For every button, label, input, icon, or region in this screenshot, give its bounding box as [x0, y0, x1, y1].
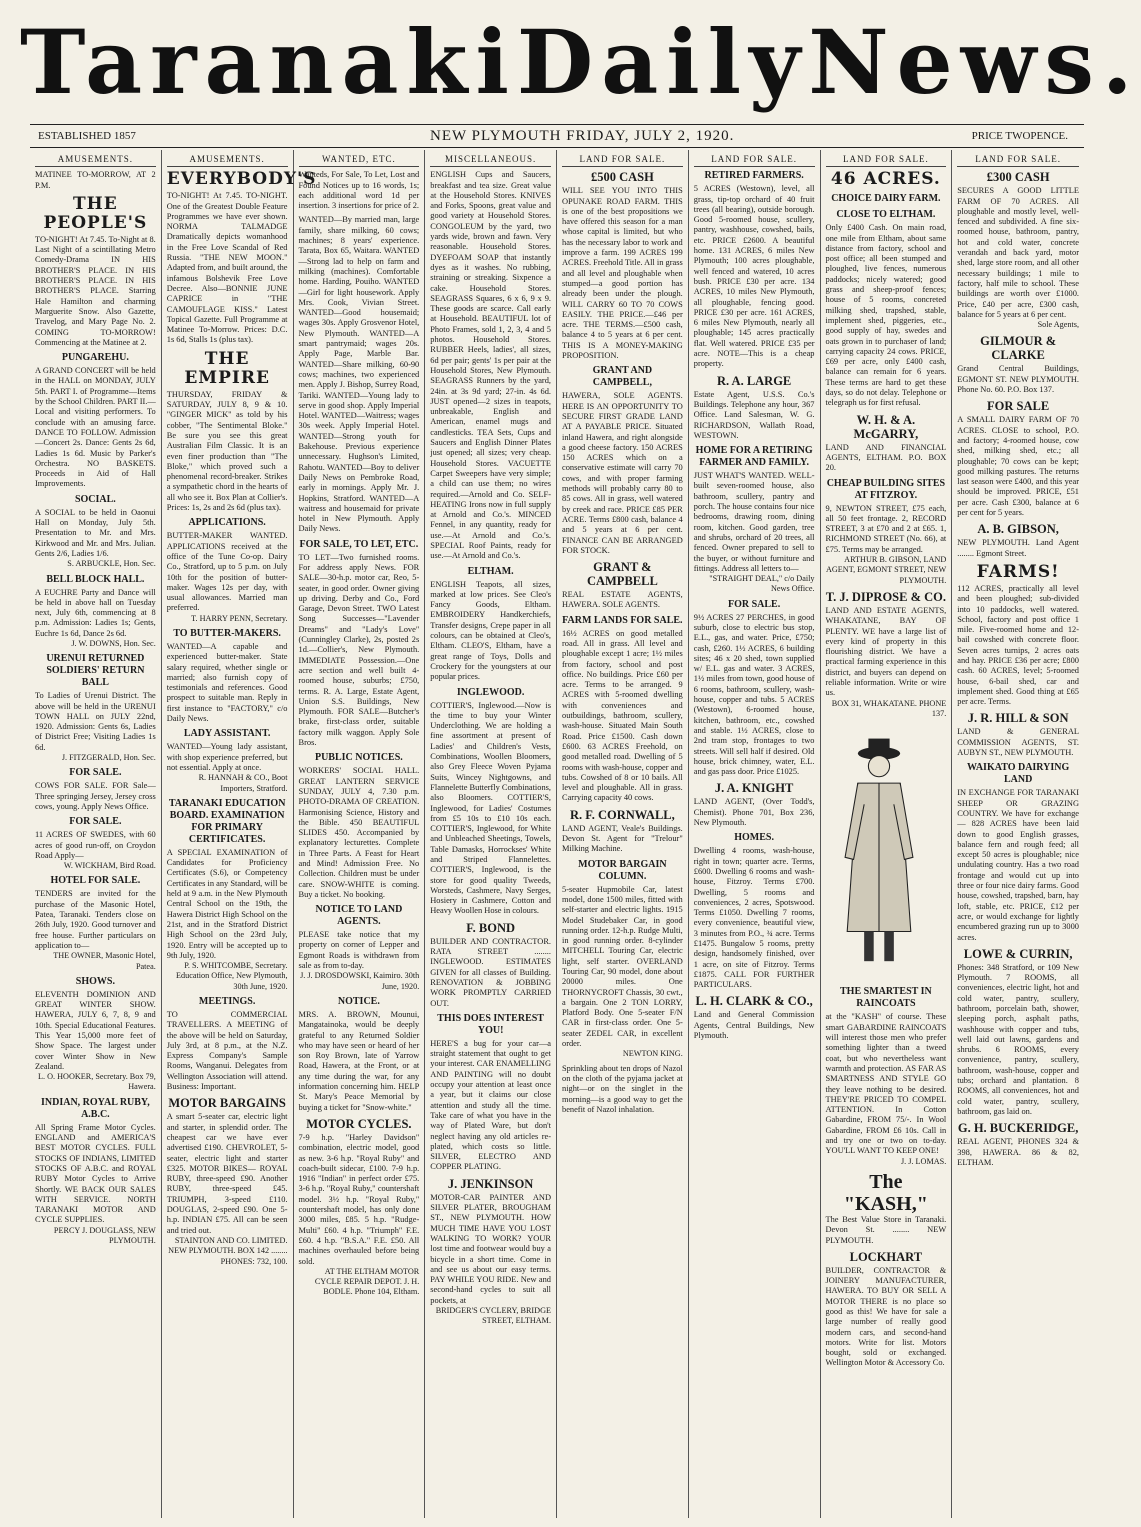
ad-heading: THIS DOES INTEREST YOU! [437, 1012, 544, 1036]
ad-body-text: 9, NEWTON STREET, £75 each, all 50 feet frontage. 2, RECORD STREET, 3 at £70 and 2 at £65. 1, RICHMOND STREET (No. 66), at £75. Terms may be arranged. [825, 503, 947, 554]
ad-heading: GRANT & CAMPBELL [586, 560, 658, 589]
ad-heading: THE SMARTEST IN RAINCOATS [840, 986, 932, 1010]
ad-signature: P. S. WHITCOMBE, Secretary. Education Office, New Plymouth, 30th June, 1920. [176, 961, 288, 991]
advertisement [562, 859, 683, 1060]
ad-heading: G. H. BUCKERIDGE, [957, 1121, 1079, 1136]
advertisement [957, 762, 1079, 942]
advertisement [957, 711, 1079, 758]
ad-signature: W. WICKHAM, Bird Road. [63, 861, 156, 871]
ad-heading: NOTICE. [337, 995, 380, 1007]
ad-heading: LOWE & CURRIN, [963, 946, 1073, 961]
ad-body-text: Estate Agent, U.S.S. Co.'s Buildings. Telephone any hour, 367 Office. Land Salesman, W. G. RICHARDSON, Wallath Road, WESTOWN. [693, 389, 815, 440]
advertisement [167, 1096, 288, 1266]
advertisement [957, 563, 1079, 708]
ad-body-text: TO-NIGHT! At 7.45. To-Night at 8. Last Night of a scintillating Metro Comedy-Drama IN HIS BROTHER'S PLACE. IN HIS BROTHER'S PLACE. IN HIS BROTHER'S PLACE. Starring Hale Hamilton and charming Marguerite Snow. Also Gazette, Travelog, and Mary Page No. 2. COMING TO-MORROW! Commencing at the Matinee at 2. [35, 234, 156, 347]
column-4 [425, 150, 557, 1518]
ad-heading: SHOWS. [75, 975, 115, 987]
masthead [0, 0, 1141, 122]
ad-signature: THE OWNER, Masonic Hotel, Patea. [53, 951, 156, 971]
column-3 [294, 150, 426, 1518]
ad-body-text: JUST WHAT'S WANTED. WELL-built seven-roomed house, also bathroom, scullery, pantry and porch. The house contains four nice bedrooms, drawing room, dining room, kitchen. Good garden, tree and shrubs, orchard of 20 trees, all fenced. Owner prepared to sell to the buyer, or without furniture and fittings. Address all letters to— [693, 471, 815, 573]
ad-heading: R. A. LARGE [716, 373, 792, 388]
ad-signature: T. HARRY PENN, Secretary. [191, 613, 288, 623]
ad-body-text: IN EXCHANGE FOR TARANAKI SHEEP OR GRAZING COUNTRY. We have for exchange— 828 ACRES have been laid down to good English grasses, balance fern and rough feed; all except 50 acres is ploughable; nice undulating country. Has a two road frontage and would cut up into three or four nice dairy farms. Good house, cowshed, trapshed, barn, hay loft, stable, etc. PRICE, £12 per acre, or would exchange for lightly encumbered grazing run up to 3000 acres. [957, 788, 1079, 942]
ad-body-text: A SOCIAL to be held in Oaonui Hall on Monday, July 5th. Presentation to Mr. and Mrs. Kirkwood and Mr. and Mrs. Julian. Gents 2/6, Ladies 1/6. [35, 507, 156, 558]
masthead-rule [30, 124, 1084, 125]
ad-heading: J. R. HILL & SON [967, 711, 1069, 726]
ad-heading: ELTHAM. [467, 565, 514, 577]
ad-body-text: WANTED—By married man, large family, share milking, 60 cows; machines; 8 years' experience. Tarata, Box 65, Waitara. WANTED—Strong lad to help on farm and milking (machines). Comfortable home. Harding, Pouiho. WANTED—Girl for light housework. Apply Mrs. Cook, Vivian Street. WANTED—Good housemaid; wages 30s. Apply Grosvenor Hotel, New Plymouth. WANTED—A smart pantrymaid; wages 20s. Apply Page, Marble Bar. WANTED—Share milking, 60-90 cows; machines, two experienced men. Apply J. Bishop, Surrey Road, Tariki. WANTED—Young lady to serve in good shop. Apply Imperial Hotel. WANTED—Waitress; wages 30s week. Apply Imperial Hotel. WANTED—Strong youth for Bakehouse. Previous experience unnecessary. Hughson's Limited, Rahotu. WANTED—Boy to deliver Daily News on Pembroke Road, early in mornings. Apply Mr. J. Hopkins, Stratford. WANTED—A waitress and housemaid for private hotel in New Plymouth. Apply Daily News. [298, 215, 420, 534]
ad-heading: LOCKHART [849, 1249, 923, 1264]
ad-body-text: WORKERS' SOCIAL HALL. GREAT LANTERN SERVICE SUNDAY, JULY 4, 7.30 p.m. PHOTO-DRAMA OF CREATION. Harmonising Science, History and the Bible. 450 BEAUTIFUL SLIDES 450. Accompanied by explanatory lecturettes. Complete in Three Parts. A Feast for Heart and Mind! Admission Free. No Collection. Children must be under care. SNOW-WHITE is coming. Buy a ticket. No booking. [298, 766, 420, 899]
ad-signature: "STRAIGHT DEAL," c/o Daily News Office. [709, 574, 815, 594]
title-word-2: Daily [516, 10, 809, 114]
ad-heading: BELL BLOCK HALL. [46, 573, 145, 585]
ad-heading: F. BOND [466, 920, 516, 935]
ad-heading: CLOSE TO ELTHAM. [836, 209, 936, 221]
ad-body-text: HERE'S a bug for your car—a straight statement that ought to get your interest. CAR ENAMELLING AND PAINTING will no doubt occupy your attention at least once a year, but it claims our close attention and study all the time. Take care of what you have in the way of Plated Ware, but don't neglect having any old articles re-plated, which costs so little. SILVER, ELECTRO AND COPPER PLATING. [430, 1038, 551, 1172]
ad-body-text: 5 ACRES (Westown), level, all grass, tip-top orchard of 40 fruit trees (all bearing), outside borough. Good 5-roomed house, scullery, pantry, washhouse, cowshed, bails, etc. PRICE £2600. A beautiful home. 131 ACRES, 6 miles New Plymouth; 100 acres ploughable, well fenced and watered, 10 acres bush. PRICE £30 per acre. 134 ACRES, 10 miles New Plymouth, all ploughable, fencing good. PRICE £30 per acre. 161 ACRES, 6 miles New Plymouth, nearly all ploughable; 145 acres practically flat. Well watered. PRICE £35 per acre. NOTE—This is a cheap property. [693, 184, 815, 369]
ad-body-text: TO COMMERCIAL TRAVELLERS. A MEETING of the above will be held on Saturday, July 3rd, at 8 p.m., at the N.Z. Express Company's Sample Rooms, Wanganui. Delegates from Wellington Association will attend. Business: Important. [166, 1010, 288, 1092]
advertisement [299, 539, 420, 749]
column-5 [557, 150, 689, 1518]
ad-heading: J. JENKINSON [447, 1176, 534, 1191]
ad-body-text: MATINEE TO-MORROW, AT 2 P.M. [35, 170, 156, 190]
advertisement [167, 798, 288, 992]
ad-body-text: BUILDER AND CONTRACTOR. RATA STREET ........ INGLEWOOD. ESTIMATES GIVEN for all classes of Building. RENOVATION & JOBBING WORK PROMPTLY CARRIED OUT. [430, 936, 551, 1008]
ad-heading: MOTOR BARGAIN COLUMN. [578, 858, 667, 882]
ad-heading: FARM LANDS FOR SALE. [562, 614, 683, 626]
advertisement [562, 808, 683, 855]
ad-body-text: PLEASE take notice that my property on corner of Lepper and Egmont Roads is withdrawn from sale as from to-day. [298, 930, 420, 971]
ad-signature: ARTHUR B. GIBSON, LAND AGENT, EGMONT STREET, NEW PLYMOUTH. [825, 555, 947, 585]
ad-signature: BRIDGER'S CYCLERY, BRIDGE STREET, ELTHAM. [435, 1305, 551, 1326]
ad-signature: STAINTON AND CO. LIMITED. NEW PLYMOUTH. BOX 142 ........ PHONES: 732, 100. [168, 1235, 288, 1266]
ad-signature: J. W. DOWNS, Hon. Sec. [71, 638, 156, 648]
column-header: AMUSEMENTS. [35, 154, 156, 167]
ad-body-text: 112 ACRES, practically all level and been ploughed; sub-divided into 10 paddocks, well watered. School, factory and post office 1 mile. Five-roomed home and 12-bail cowshed with concrete floor. Seven acres turnips, 2 acres oats and hay. PRICE £36 per acre; £800 cash. 60 ACRES, level; 5-roomed house, 6-bail shed, car and implement shed. Good thing at £65 per acre. Terms. [957, 583, 1079, 707]
ad-heading: R. F. CORNWALL, [569, 807, 675, 822]
advertisement [826, 986, 947, 1166]
ad-heading: APPLICATIONS. [188, 517, 266, 529]
advertisement [430, 1177, 551, 1327]
ad-heading: INGLEWOOD. [456, 686, 525, 698]
advertisement [299, 1117, 420, 1298]
ad-body-text: A GRAND CONCERT will be held in the HALL on MONDAY, JULY 5th. PART I. of Programme—Items by the School Children. PART II.—Local and visiting performers. To conclude with an amusing farce. DANCE TO FOLLOW. Admission—Concert 2s. Dance: Gents 2s 6d, Ladies 1s 6d. Music by Parker's Orchestra. NO BASKETS. Proceeds in Aid of Hall Improvements. [35, 366, 156, 489]
ad-body-text: ENGLISH Teapots, all sizes, marked at low prices. See Cleo's Fancy Goods, Eltham. EMBROIDERY Handkerchiefs, Transfer designs, Crepe paper in all colours, can be obtained at Cleo's, Eltham. CLEO'S, Eltham, have a great range of Toys, Dolls and Crockery for the youngsters at our popular prices. [430, 579, 551, 682]
advertisement [35, 574, 156, 650]
ad-heading: CHOICE DAIRY FARM. [831, 193, 941, 205]
advertisement [299, 170, 420, 211]
column-header: LAND FOR SALE. [562, 154, 683, 167]
ad-signature: PERCY J. DOUGLASS, NEW PLYMOUTH. [53, 1225, 156, 1246]
advertisement [826, 193, 947, 205]
ad-signature: AT THE ELTHAM MOTOR CYCLE REPAIR DEPOT. J. H. BODLE. Phone 104, Eltham. [314, 1266, 420, 1297]
advertisement [562, 615, 683, 804]
ad-body-text: ENGLISH Cups and Saucers, breakfast and tea size. Great value at the Household Stores. KNIVES and Forks, Spoons, great value and good variety at Household Stores. CONGOLEUM by the yard, two yards wide, brown and fawn. Very reasonable. Household Stores. DYEFOAM SOAP that instantly dyes as it washes. No rubbing, straining or streaking. Sixpence a cake. Household Stores. SEAGRASS Squares, 6 x 6, 9 x 9. These goods are scarce. Call early at Household. BEAUTIFUL lot of Photo Frames, sold 1, 2, 3, 4 and 5 photos. Household Stores. RUBBER Heels, ladies', all sizes, 6d per pair; gents' 1s per pair at the Household Stores, New Plymouth. SEAGRASS Runners by the yard, 24in. at 3s 9d yard; 27-in. 4s 6d. JUST opened—2 sizes in teapots, unbreakable, English and American, enamel mugs and candlesticks. TEA Sets, Cups and Saucers and English Dinner Plates just opened; all sizes; very cheap. Household Stores. VACUETTE Carpet Sweepers have very simple; a child can use them; no wires required.—Arnold and Co. SELF-HEATING Irons now in full supply at Arnold and Co.'s. MINCED Fennel, in any quantity, ready for use.—At Arnold and Co.'s. SPECIAL Roof Paints, ready for use.—At Arnold and Co.'s. [430, 170, 551, 561]
ad-heading: A. B. GIBSON, [977, 522, 1059, 537]
advertisement [957, 399, 1079, 518]
ad-heading: NOTICE TO LAND AGENTS. [315, 904, 403, 928]
ad-signature: J. J. LOMAS. [900, 1156, 947, 1166]
ad-body-text: To Ladies of Urenui District. The above will be held in the URENUI TOWN HALL on JULY 22nd, 1920. Admission: Gents 6s, Ladies of District Free; Visiting Ladies 1s 6d. [35, 691, 156, 752]
raincoat-man-illustration [826, 727, 932, 977]
ad-heading: URENUI RETURNED SOLDIERS' RETURN BALL [46, 653, 145, 689]
advertisement [826, 590, 947, 719]
ad-heading: GILMOUR & CLARKE [980, 334, 1057, 363]
advertisement [299, 215, 420, 534]
ad-heading: THE EMPIRE [184, 348, 270, 388]
ad-heading: WAIKATO DAIRYING LAND [966, 762, 1070, 786]
advertisement [430, 170, 551, 561]
ad-body-text: 11 ACRES OF SWEDES, with 60 acres of good run-off, on Croydon Road Apply— [35, 830, 156, 860]
ad-heading: MEETINGS. [198, 996, 256, 1007]
advertisement [299, 904, 420, 992]
ad-body-text: A smart 5-seater car, electric light and starter, in splendid order. The cheapest car we have ever advertised £190. CHEVROLET, 5-seater, electric light and starter £325. MOTOR BIKES— ROYAL RUBY, three-speed £90. Another RUBY, three-speed £45. TRIUMPH, 3-speed £110. DOUGLAS, 2-speed £90. One 5-h.p. INDIAN £75. All can be seen and tried out. [166, 1112, 288, 1235]
advertisement [35, 875, 156, 971]
ad-body-text: THURSDAY, FRIDAY & SATURDAY, JULY 8, 9 & 10. "GINGER MICK" as told by his cobber, "The Sentimental Bloke." Be sure you see this great Australian Film Classic. It is an even finer production than "The Bloke," which proved such a phenomenal record-breaker. Strikes a sympathetic chord in the hearts of all who see it. Box Plan at Collier's. Prices: 1s, 2s and 2s 6d (plus tax). [166, 389, 288, 513]
advertisement [35, 352, 156, 490]
advertisement [167, 996, 288, 1092]
dateline-bar [30, 128, 1084, 146]
ad-body-text: The Best Value Store in Taranaki. Devon St. ........ NEW PLYMOUTH. [825, 1214, 947, 1245]
ad-body-text: Wanteds, For Sale, To Let, Lost and Found Notices up to 16 words, 1s; each additional word 1d per insertion. 3 insertions for price of 2. [298, 170, 420, 211]
ad-heading: MOTOR CYCLES. [306, 1116, 412, 1131]
ad-heading: INDIAN, ROYAL RUBY, A.B.C. [41, 1096, 150, 1120]
ad-heading: HOTEL FOR SALE. [50, 875, 141, 887]
ad-body-text: LAND AGENT, (Over Todd's, Chemist). Phone 701, Box 236, New Plymouth. [693, 797, 815, 828]
dateline-rule [30, 147, 1084, 148]
ad-heading: W. H. & A. McGARRY, [853, 412, 919, 441]
ad-heading: £300 CASH [986, 170, 1050, 185]
ad-heading: FOR SALE, TO LET, ETC. [299, 538, 419, 550]
ad-heading: PUNGAREHU. [61, 352, 129, 364]
advertisement [694, 170, 815, 369]
advertisement [430, 1013, 551, 1173]
price-label: PRICE TWOPENCE. [971, 130, 1068, 142]
ad-heading: MOTOR BARGAINS [168, 1096, 286, 1111]
advertisement [826, 413, 947, 474]
column-header: WANTED, ETC. [299, 154, 420, 167]
advertisement [957, 522, 1079, 559]
advertisement [430, 921, 551, 1009]
advertisement [35, 816, 156, 871]
ad-body-text: TENDERS are invited for the purchase of the Masonic Hotel, Patea, Taranaki. Tenders close on 26th July, 1920. Good turnover and free house. Further particulars on application to— [35, 889, 156, 950]
advertisement [562, 1064, 683, 1115]
ad-heading: FOR SALE. [728, 598, 781, 610]
ad-heading: FARMS! [976, 561, 1060, 582]
ad-heading: THE PEOPLE'S [43, 193, 148, 233]
column-7 [821, 150, 953, 1518]
issue-date: NEW PLYMOUTH FRIDAY, JULY 2, 1920. [430, 128, 735, 144]
advertisement [957, 170, 1079, 330]
ad-body-text: Only £400 Cash. On main road, one mile from Eltham, about same distance from factory, school and post office; all been stumped and ploughed, live fences, numerous paddocks; nicely watered; good grass and sheep-proof fences; house of 5 rooms, concreted milking shed, trapshed, stable, implement shed, piggeries, etc., good supply of hay, swedes and oats grown in to purchaser of land; carrying capacity 24 cows. PRICE, £69 per acre, only £400 cash, balance can remain for 6 years. These terms are hard to get these days, so do not delay. Telephone or telegraph us for first refusal. [825, 223, 947, 408]
ad-heading: FOR SALE. [69, 816, 122, 828]
columns-container [30, 150, 1084, 1518]
advertisement [694, 445, 815, 595]
advertisement [957, 1121, 1079, 1168]
ad-body-text: WANTED—Young lady assistant, with shop experience preferred, but not essential. Apply at once. [166, 742, 288, 772]
ad-body-text: 16½ ACRES on good metalled road. All in grass. All level and ploughable except 1 acre; 1½ miles from factory, school and post office. No buildings. Price £60 per acre. Terms to be arranged. 9 ACRES with 5-roomed dwelling with conveniences and outbuildings, bathroom, scullery, wash-house. Situated Main South Road. Price £1500. Cash down £600. 63 ACRES Freehold, on good metalled road. Dwelling of 5 rooms with wash-house, copper and tubs. Cowshed of 8 or 10 bails. All level and ploughable. All in grass. Carrying capacity 40 cows. [562, 628, 683, 803]
advertisement [35, 170, 156, 191]
advertisement [35, 653, 156, 763]
ad-signature: J. FITZGERALD, Hon. Sec. [61, 753, 156, 763]
ad-body-text: HAWERA, SOLE AGENTS. HERE IS AN OPPORTUNITY TO SECURE FIRST GRADE LAND AT A PAYABLE PRICE. Situated inland Hawera, and right alongside a good cheese factory. 150 ACRES 150 ACRES which on a conservative estimate will carry 70 cows, and with proper farming methods will probably carry 80 to 85 cows. All in grass, well watered by creek and race. PRICE £85 PER ACRE. Terms £800 cash, balance 4 and 5 years at 6 per cent. FINANCE CAN BE ARRANGED FOR STOCK. [562, 391, 683, 555]
column-6 [689, 150, 821, 1518]
ad-signature: BOX 31, WHAKATANE. PHONE 137. [831, 698, 947, 718]
ad-heading: £500 CASH [590, 170, 654, 185]
advertisement [826, 478, 947, 586]
advertisement [167, 628, 288, 724]
ad-body-text: Land and General Commission Agents, Central Buildings, New Plymouth. [693, 1010, 815, 1041]
advertisement [430, 566, 551, 683]
column-1 [30, 150, 162, 1518]
column-2 [162, 150, 317, 1518]
advertisement [562, 560, 683, 611]
ad-heading: FOR SALE [987, 399, 1050, 414]
ad-heading: TO BUTTER-MAKERS. [173, 627, 281, 639]
ad-body-text: REAL AGENT, PHONES 324 & 398, HAWERA. 86 & 82, ELTHAM. [957, 1137, 1079, 1167]
advertisement [166, 169, 317, 345]
advertisement [694, 599, 815, 778]
advertisement [430, 687, 551, 917]
ad-signature: S. ARBUCKLE, Hon. Sec. [67, 559, 156, 569]
ad-body-text: LAND AND FINANCIAL AGENTS, ELTHAM. P.O. BOX 20. [825, 442, 947, 473]
advertisement [826, 1250, 947, 1369]
advertisement [35, 1097, 156, 1247]
advertisement [694, 832, 815, 990]
advertisement [167, 350, 288, 514]
advertisement [694, 994, 815, 1041]
column-header: LAND FOR SALE. [826, 154, 947, 167]
ad-body-text: Sprinkling about ten drops of Nazol on the cloth of the pyjama jacket at night—or on the singlet in the morning—is a good way to get the benefit of Nazol inhalation. [562, 1063, 683, 1114]
advertisement [562, 170, 683, 361]
ad-body-text: 9½ ACRES 27 PERCHES, in good suburb, close to electric bus stop, E.L., gas, and water. Price, £750; cash, £260. 1½ ACRES, 6 building sites; 46 x 20 shed, town supplied w/ E.L. gas and water. 3 ACRES, 1½ miles from town, good house of 6 rooms, bathroom, scullery, wash-house, copper and tubs. 5 ACRES (Westown), 6-roomed house, kitchen, bathroom, etc., cowshed and stable. 1½ ACRES, close to 2nd tram stop, frontages to two streets. Will sell half if desired. Old house, brick chimney, water, E.L. and gas pass door. Price £1025. [693, 612, 815, 777]
advertisement [167, 728, 288, 793]
ad-body-text: 5-seater Hupmobile Car, latest model, done 1500 miles, fitted with self-starter and electric lights. 1915 Model Studebaker Car, in good running order. 12-h.p. Rudge Multi, in good running order. 8-cylinder MITCHELL Touring Car, electric light, self starter. OVERLAND Touring Car, 90 model, done about 20000 miles. One THORNYCROFT Chassis, 30 cwt., a bargain. One 2 TON LORRY, Platford Body. One 5-seater F/N CAR in first-class order. One 5-seater ZEDEL CAR, in excellent order. [562, 884, 683, 1049]
ad-body-text: REAL ESTATE AGENTS, HAWERA. SOLE AGENTS. [562, 590, 683, 610]
advertisement [562, 365, 683, 556]
ad-heading: GRANT AND CAMPBELL, [592, 365, 653, 389]
ad-body-text: COWS FOR SALE. FOR Sale—Three springing Jersey, Jersey cross cows, young. Apply News Office. [35, 781, 156, 811]
advertisement [957, 334, 1079, 395]
ad-body-text: Grand Central Buildings, EGMONT ST. NEW PLYMOUTH. Phone No. 60. P.O. Box 137. [957, 364, 1079, 395]
advertisement [35, 767, 156, 812]
ad-heading: PUBLIC NOTICES. [314, 752, 403, 764]
ad-heading: FOR SALE. [69, 767, 122, 779]
advertisement [694, 781, 815, 828]
ad-heading: HOME FOR A RETIRING FARMER AND FAMILY. [695, 445, 813, 469]
title-word-1: Taranaki [20, 10, 517, 114]
ad-body-text: at the "KASH" of course. These smart GABARDINE RAINCOATS will interest those men who prefer something lighter than a tweed coat, but who nevertheless want warmth and protection. AS FAR AS SMARTNESS AND STYLE GO they leave nothing to be desired. THEY'RE PRICED TO COMPEL ATTENTION. In Cotton Gabardine, FROM 75/-. In Wool Gabardine, FROM £6 10s. Call in and try one or two on to-day. YOU'LL WANT TO KEEP ONE! [825, 1012, 947, 1156]
ad-body-text: Phones: 348 Stratford, or 109 New Plymouth. 7 ROOMS, all conveniences, electric light, hot and cold water, pantry, scullery, bathroom, porcelain bath, shower, sleeping porch, asphalt paths, washhouse with copper and tubs, well laid out lawns, gardens and shrubs. 6 ROOMS, every convenience, pantry, scullery, bathroom, wash-house, copper and tubs; orchard and plantation. 8 ROOMS, all conveniences, hot and cold water, pantry, scullery, bathroom, gas laid on. [957, 962, 1079, 1116]
ad-heading: CHEAP BUILDING SITES AT FITZROY. [826, 477, 946, 501]
title-word-3: News. [808, 10, 1141, 114]
ad-body-text: BUTTER-MAKER WANTED. APPLICATIONS received at the office of the Tune Co-op. Dairy Co., Stratford, up to 5 p.m. on July 10th for the position of butter-maker. Wages 12s per day, with usual allowances. Married man preferred. [166, 531, 288, 613]
ad-body-text: 7-9 h.p. "Harley Davidson" combination, electric model, good as new. 3-6 h.p. "Royal Ruby" and coach-built sidecar, £100. 7-9 h.p. 1916 "Indian" in perfect order £75. 3-6 h.p. "Royal Ruby," countershaft model. 3½ h.p. "Royal Ruby," countershaft model, has only done 3000 miles, £85. 5 h.p. "Rudge-Multi" £60. 4 h.p. "Triumph" F.E. £60. 4 h.p. "B.S.A." F.E. £50. All machines overhauled before being sold. [298, 1132, 420, 1266]
column-header: AMUSEMENTS. [167, 154, 288, 167]
ad-body-text: TO LET—Two furnished rooms. For address apply News. FOR SALE—30-h.p. motor car, Reo, 5-seater, in good order. Owner giving up driving. Derby and Co., Ford Garage, Devon Street. TWO Latest Song Successes—"Lavender Dreams" and "Lady's Love" (Cunningley Clarke), 2s, posted 2s 1d.—Collier's, New Plymouth. IMMEDIATE Possession.—One acre section and well built 4-roomed house, suburbs; £750, terms. R. A. Large, Estate Agent, Union S.S. Buildings, New Plymouth. FOR SALE—Butcher's brake, first-class order, suitable factory milk waggon. Apply Sole Bros. [298, 552, 420, 748]
advertisement [167, 517, 288, 624]
ad-heading: J. A. KNIGHT [714, 781, 794, 796]
ad-body-text: Dwelling 4 rooms, wash-house, right in town; quarter acre. Terms, £600. Dwelling 6 rooms and wash-house, Fitzroy. Terms £700. Dwelling, 5 rooms and conveniences, 2 acres, Spotswood. Terms £1050. Dwelling 7 rooms, every convenience, beautiful view, 3 minutes from P.O., ¾ acre. Terms £1475. Bungalow 5 rooms, pretty design, handsomely finished, over 1 acre, on site of Fitzroy. Terms £1875. CALL FOR FURTHER PARTICULARS. [693, 846, 815, 990]
ad-body-text: A EUCHRE Party and Dance will be held in above hall on Tuesday next, July 6th, commencing at 8 p.m. Admission: Ladies 1s; Gents, Euchre 1s 6d, Dance 2s 6d. [35, 587, 156, 638]
advertisement [35, 195, 156, 348]
column-8 [952, 150, 1084, 1518]
ad-body-text: WANTED—A capable and experienced butter-maker. State salary required, whether single or married; also furnish copy of testimonials and references. Good prospect to suitable man. Reply in first instance to "FACTORY," c/o Daily News. [166, 641, 288, 724]
ad-heading: L. H. CLARK & CO., [695, 994, 813, 1009]
column-header: LAND FOR SALE. [957, 154, 1079, 167]
ad-body-text: MOTOR-CAR PAINTER AND SILVER PLATER, BROUGHAM ST., NEW PLYMOUTH. HOW MUCH TIME HAVE YOU LOST WALKING TO WORK? YOUR lost time and footwear would buy a bicycle in a short time. Come in and see us about our easy terms. PAY WHILE YOU RIDE. New and second-hand cycles to suit all pockets, at [430, 1192, 551, 1305]
column-header: LAND FOR SALE. [694, 154, 815, 167]
ad-signature: J. J. DROSDOWSKI, Kaimiro. 30th June, 1920. [300, 971, 420, 991]
ad-body-text: SECURES A GOOD LITTLE FARM OF 70 ACRES. All ploughable and mostly level, well-fenced and subdivided. A fine six-roomed house, bathroom, pantry, hot and cold water, concrete verandah and back yard, motor shed, large store room, and all other necessary buildings; 1 mile to factory, half mile to school. These buildings are worth over £1000. Price, £40 per acre, £300 cash, balance for 5 years at 6 per cent. [957, 186, 1079, 319]
ad-body-text: A SPECIAL EXAMINATION of Candidates for Proficiency Certificates (S.6), or Competency Certificates in any Standard, will be held at 9 a.m. in the New Plymouth Central School on the 19th, the Hawera District High School on the 21st, and in the Stratford District High School on the 23rd July, 1920. Entry will be accepted up to 9th July, 1920. [166, 847, 288, 960]
advertisement [299, 996, 420, 1113]
ad-signature: L. O. HOOKER, Secretary. Box 79, Hawera. [38, 1072, 156, 1092]
ad-heading: The "KASH," [843, 1170, 928, 1215]
established-label: ESTABLISHED 1857 [38, 130, 136, 142]
ad-heading: HOMES. [734, 832, 774, 844]
advertisement [826, 1171, 947, 1246]
ad-heading: EVERYBODY'S [166, 169, 317, 190]
ad-heading: SOCIAL. [74, 493, 116, 505]
ad-heading: TARANAKI EDUCATION BOARD. EXAMINATION FOR PRIMARY CERTIFICATES. [168, 797, 286, 845]
column-header: MISCELLANEOUS. [430, 154, 551, 167]
ad-body-text: ELEVENTH DOMINION AND GREAT WINTER SHOW. HAWERA, JULY 6, 7, 8, 9 and 10th. Special Educational Features. This Year 15,000 more feet of Show Space. The largest under cover Winter Show in New Zealand. [35, 989, 156, 1071]
ad-body-text: LAND & GENERAL COMMISSION AGENTS, ST. AUBYN ST., NEW PLYMOUTH. [957, 727, 1079, 758]
ad-heading: LADY ASSISTANT. [183, 728, 271, 740]
ad-body-text: All Spring Frame Motor Cycles. ENGLAND and AMERICA'S BEST MOTOR CYCLES. FULL STOCKS OF INDIANS, LIMITED STOCKS OF A.B.C. and ROYAL RUBY Motor Cycles to Arrive Shortly. WE BACK OUR SALES WITH SERVICE. NORTH TARANAKI MOTOR AND CYCLE SUPPLIES. [35, 1122, 156, 1225]
ad-body-text: MRS. A. BROWN, Mounui, Mangatainoka, would be deeply grateful to any Returned Soldier who may have seen or heard of her son Roy Brown, late of Yarrow Road, Hawera, at the Front, or at any time during the war, for any information concerning him. HELP St. Mary's Peace Memorial by buying a ticket for "Snow-white." [298, 1009, 420, 1112]
advertisement [957, 947, 1079, 1117]
advertisement [299, 752, 420, 900]
ad-body-text: COTTIER'S, Inglewood.—Now is the time to buy your Winter Underclothing. We are holding a fine assortment at present of Ladies' and Children's Vests, Combinations, Woollen Bloomers, also Grey Fleece Woven Pyjama Suits, Wincey Nightgowns, and Flannelette Butterfly Combinations, also Bloomers. COTTIER'S, Inglewood, for Ladies' Costumes from £5 10s to £10 10s each. COTTIER'S, Inglewood, for White and Unbleached Sheetings, Towels, Table Damasks, Horrockses' White and Striped Flannelettes. COTTIER'S, Inglewood, is the store for good quality Tweeds, Worsteds, Cashmere, Navy Serges, Hosiery in Cashmere, Cotton and Heavy Woollen Hose in colours. [430, 700, 551, 916]
advertisement [35, 494, 156, 570]
ad-heading: T. J. DIPROSE & CO. [825, 589, 946, 604]
ad-signature: R. HANNAH & CO., Boot Importers, Stratford. [198, 773, 288, 793]
advertisement [694, 374, 815, 441]
ad-body-text: LAND AND ESTATE AGENTS, WHAKATANE, BAY OF PLENTY. WE have a large list of every kind of property in this flourishing district. We have a practical farming experience in this district, and buyers can depend on reliable information. Write or wire us. [825, 605, 947, 698]
ad-signature: Sole Agents, [1037, 320, 1079, 330]
ad-body-text: A SMALL DAIRY FARM OF 70 ACRES. CLOSE to school, P.O. and factory; 4-roomed house, cow shed, milking shed, etc.; all ploughable; 70 cows can be kept; good milking pastures. The returns last season were £400, and this year should be improved. PRICE, £51 per acre. Cash £300, balance at 6 per cent for 5 years. [957, 415, 1079, 518]
advertisement [35, 976, 156, 1093]
ad-body-text: WILL SEE YOU INTO THIS OPUNAKE ROAD FARM. THIS is one of the best propositions we have offered this season for a man whose capital is limited, but who has the necessary labor to work and improve a farm. 199 ACRES 199 ACRES. Freehold Title. All in grass and all level and ploughable when stumped—a good portion has already been under the plough. WILL CARRY 60 TO 70 COWS EASILY. THE PRICE.—£46 per acre. THE TERMS.—£500 cash, balance 4 to 5 years at 6 per cent. THIS IS A MONEY-MAKING PROPOSITION. [562, 186, 683, 361]
ad-heading: 46 ACRES. [830, 169, 941, 190]
ad-heading: RETIRED FARMERS. [704, 170, 804, 182]
ad-body-text: TO-NIGHT! At 7.45. TO-NIGHT. One of the Greatest Double Feature Programmes we have ever shown. NORMA TALMADGE Dramatically depicts womanhood in the Free Love Scandal of Red Russia. "THE NEW MOON." Adapted from, and built around, the infamous Bolshevik Free Love Decree. Also—BONNIE JUNE CAPRICE in "THE CAMOUFLAGE KISS." Latest Topical Gazette. Full Programme at Matinee To-Morrow. Prices: D.C. 1s 6d, Stalls 1s (plus tax). [166, 191, 288, 345]
newspaper-title [20, 10, 1141, 114]
advertisement [826, 209, 947, 408]
ad-body-text: LAND AGENT, Veale's Buildings. Devon St. Agent for "Trelour" Milking Machine. [562, 823, 683, 854]
advertisement [826, 170, 947, 189]
ad-body-text: BUILDER, CONTRACTOR & JOINERY MANUFACTURER, HAWERA. TO BUY OR SELL A MOTOR THERE is no place so good as this! We have for sale a large number of really good modern cars, and second-hand motors. Write for list. Motors bought, sold or exchanged. Wellington Motor & Accessory Co. [825, 1265, 947, 1368]
ad-signature: NEWTON KING. [622, 1049, 683, 1059]
ad-body-text: NEW PLYMOUTH. Land Agent ........ Egmont Street. [957, 538, 1079, 558]
